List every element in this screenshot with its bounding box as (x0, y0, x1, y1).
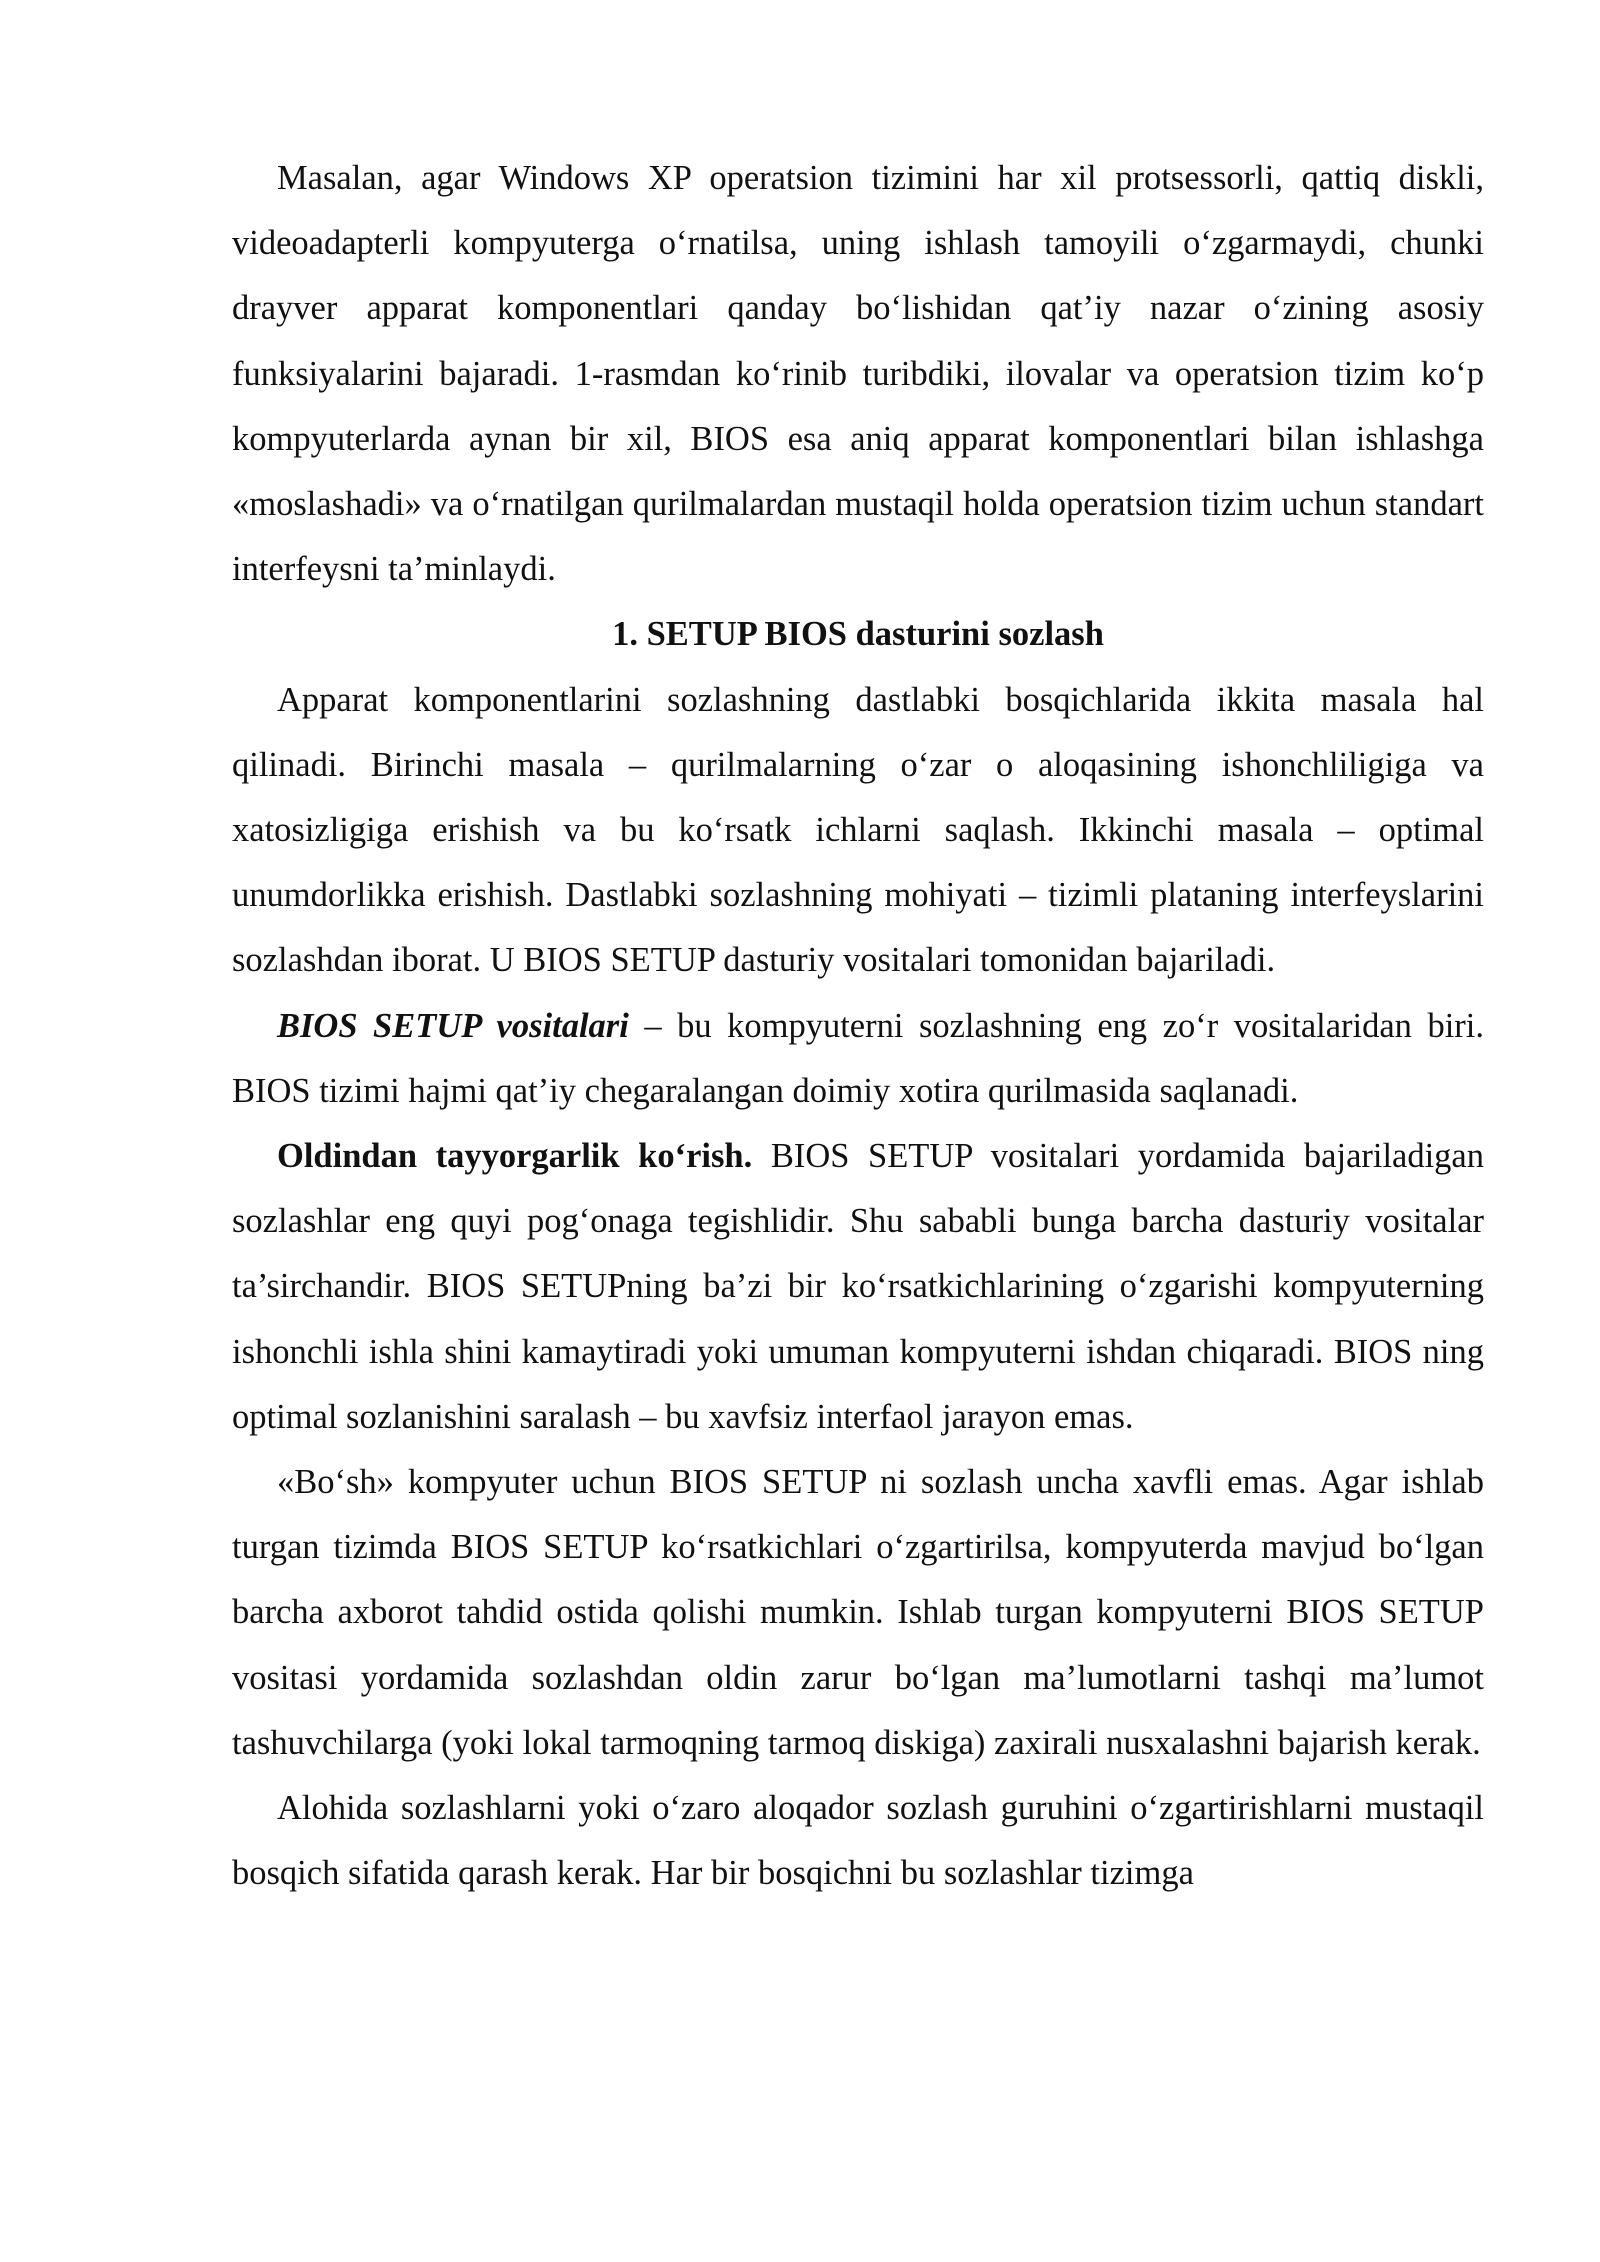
paragraph-apparat: Apparat komponentlarini sozlashning dastlabki bosqichlarida ikkita masala hal qilinadi. Birinchi masala – qurilmalarning o‘zar o aloqasining ishonchliligiga va xatosizligiga erishish va bu ko‘rsatk ichlarni saqlash. Ikkinchi masala – optimal unumdorlikka erishish. Dastlabki sozlashning mohiyati – tizimli plataning interfeyslarini sozlashdan iborat. U BIOS SETUP dasturiy vositalari tomonidan bajariladi. (232, 680, 1484, 980)
paragraph-empty-computer: «Bo‘sh» kompyuter uchun BIOS SETUP ni sozlash uncha xavfli emas. Agar ishlab turgan tizimda BIOS SETUP ko‘rsatkichlari o‘zgartirilsa, kompyuterda mavjud bo‘lgan barcha axborot tahdid ostida qolishi mumkin. Ishlab turgan kompyuterni BIOS SETUP vositasi yordamida sozlashdan oldin zarur bo‘lgan ma’lumotlarni tashqi ma’lumot tashuvchilarga (yoki lokal tarmoqning tarmoq diskiga) zaxirali nusxalashni bajarish kerak. (232, 1463, 1484, 1762)
term-preparation: Oldindan tayyorgarlik ko‘rish. (277, 1137, 753, 1176)
paragraph-preparation-text: BIOS SETUP vositalari yordamida bajariladigan sozlashlar eng quyi pog‘onaga tegishlidir. Shu sababli bunga barcha dasturiy vositalar ta’sirchandir. BIOS SETUPning ba’zi bir ko‘rsatkichlarining o‘zgarishi kompyuterning ishonchli ishla shini kamaytiradi yoki umuman kompyuterni ishdan chiqaradi. BIOS ning optimal sozlanishini saralash – bu xavfsiz interfaol jarayon emas. (232, 1137, 1484, 1436)
paragraph-intro: Masalan, agar Windows XP operatsion tizimini har xil protsessorli, qattiq diskli, videoadapterli kompyuterga o‘rnatilsa, uning ishlash tamoyili o‘zgarmaydi, chunki drayver apparat komponentlari qanday bo‘lishidan qat’iy nazar o‘zining asosiy funksiyalarini bajaradi. 1-rasmdan ko‘rinib turibdiki, ilovalar va operatsion tizim ko‘p kompyuterlarda aynan bir xil, BIOS esa aniq apparat komponentlari bilan ishlashga «moslashadi» va o‘rnatilgan qurilmalardan mustaqil holda operatsion tizim uchun standart interfeysni ta’minlaydi. (232, 159, 1484, 589)
paragraph-bios-setup-tools (232, 994, 1484, 1124)
term-bios-setup-tools: BIOS SETUP vositalari (277, 1006, 629, 1045)
paragraph-bios-setup-tools-text: – bu kompyuterni sozlashning eng zo‘r vositalaridan biri. BIOS tizimi hajmi qat’iy chegaralangan doimiy xotira qurilmasida saqlanadi. (232, 1006, 1484, 1110)
section-heading: 1. SETUP BIOS dasturini sozlash (612, 615, 1104, 654)
document-page (232, 146, 1484, 1906)
paragraph-separate-settings: Alohida sozlashlarni yoki o‘zaro aloqador sozlash guruhini o‘zgartirishlarni mustaqil bosqich sifatida qarash kerak. Har bir bosqichni bu sozlashlar tizimga (232, 1789, 1484, 1893)
paragraph-preparation (232, 1124, 1484, 1450)
